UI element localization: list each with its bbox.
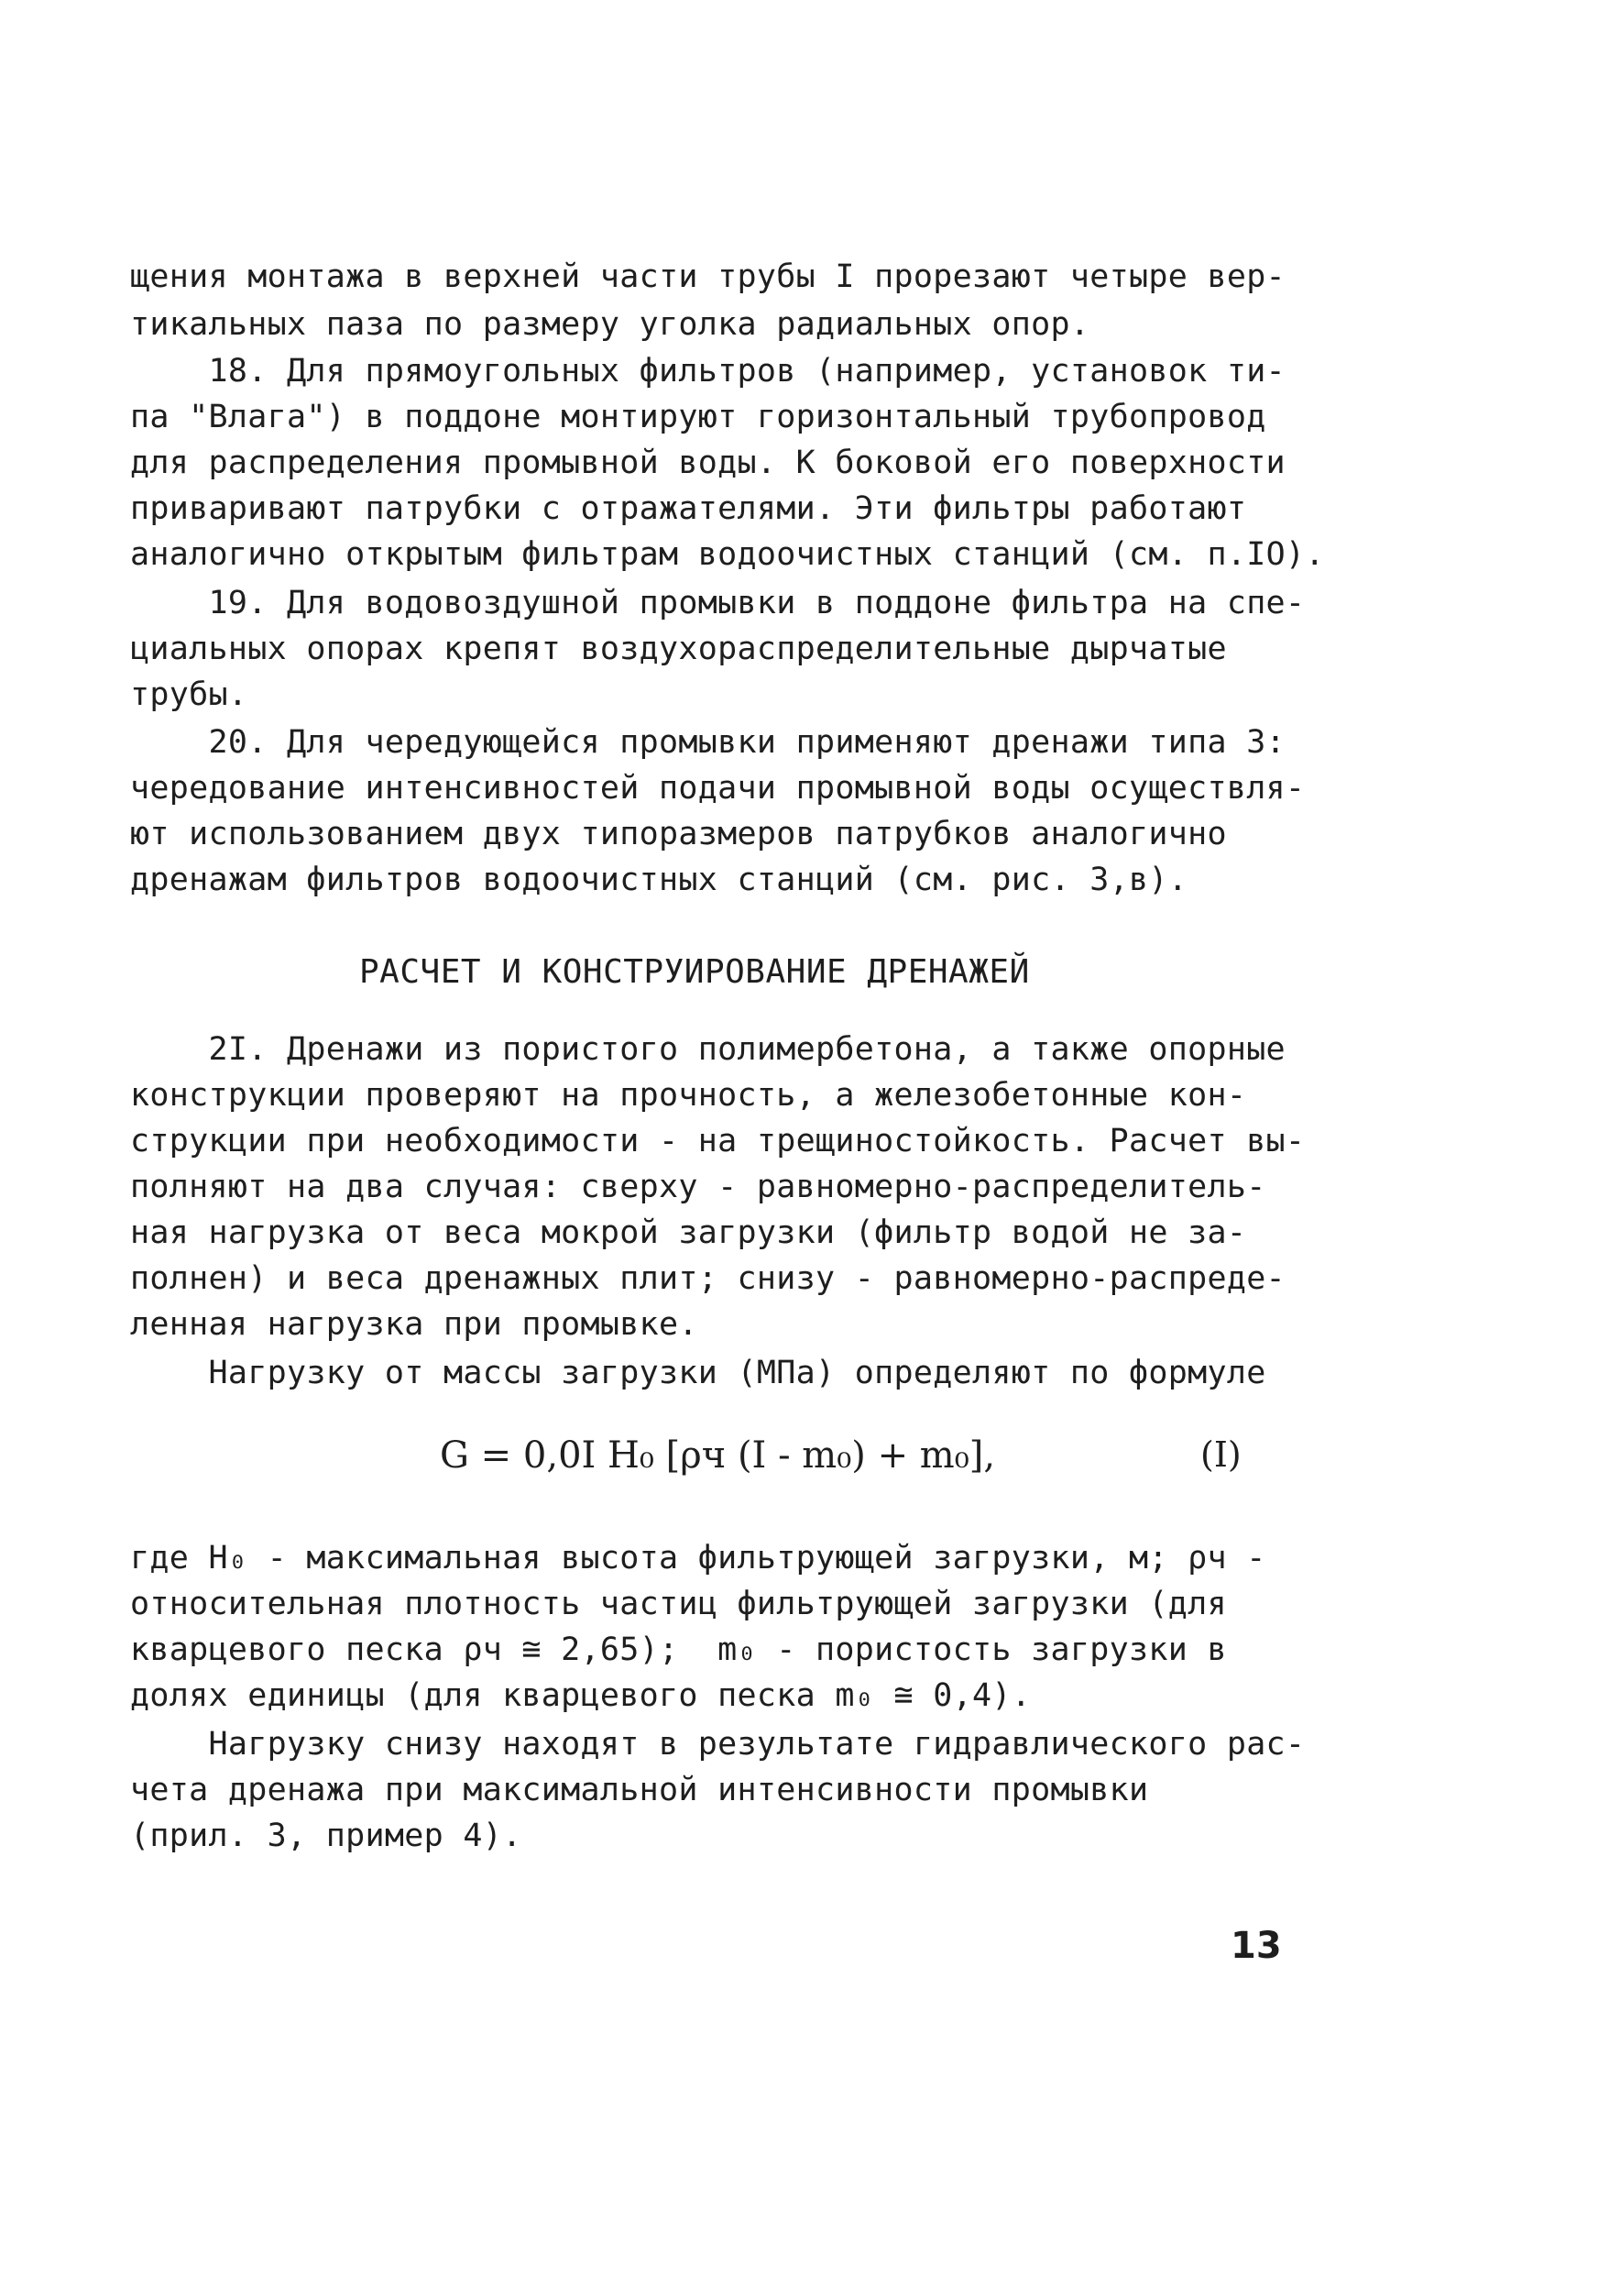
text-line: полнен) и веса дренажных плит; снизу - равномерно-распреде-	[130, 1260, 1286, 1297]
text-line: циальных опорах крепят воздухораспределительные дырчатые	[130, 631, 1227, 667]
text-line: Нагрузку от массы загрузки (МПа) определяют по формуле	[130, 1355, 1266, 1391]
page-number: 13	[1231, 1925, 1282, 1967]
text-line: тикальных паза по размеру уголка радиальных опор.	[130, 306, 1090, 343]
text-line: 18. Для прямоугольных фильтров (например, установок ти-	[130, 353, 1286, 390]
text-line: аналогично открытым фильтрам водоочистных станций (см. п.IO).	[130, 536, 1325, 573]
text-line: чередование интенсивностей подачи промывной воды осуществля-	[130, 770, 1306, 807]
text-line: ют использованием двух типоразмеров патрубков аналогично	[130, 816, 1227, 852]
text-line: струкции при необходимости - на трещиностойкость. Расчет вы-	[130, 1123, 1306, 1159]
text-line: долях единицы (для кварцевого песка m₀ ≅ 0,4).	[130, 1677, 1032, 1714]
text-line: (прил. 3, пример 4).	[130, 1818, 522, 1854]
text-line: чета дренажа при максимальной интенсивности промывки	[130, 1772, 1149, 1808]
text-line: 20. Для чередующейся промывки применяют дренажи типа 3:	[130, 724, 1286, 761]
text-line: конструкции проверяют на прочность, а железобетонные кон-	[130, 1077, 1247, 1114]
text-line: щения монтажа в верхней части трубы I прорезают четыре вер-	[130, 258, 1286, 295]
text-line: па "Влага") в поддоне монтируют горизонтальный трубопровод	[130, 399, 1266, 435]
text-line: 19. Для водовоздушной промывки в поддоне фильтра на спе-	[130, 585, 1306, 621]
text-line: Нагрузку снизу находят в результате гидравлического рас-	[130, 1726, 1306, 1763]
text-line: где H₀ - максимальная высота фильтрующей загрузки, м; ρч -	[130, 1540, 1266, 1576]
text-line: приваривают патрубки с отражателями. Эти фильтры работают	[130, 490, 1247, 527]
text-line: ная нагрузка от веса мокрой загрузки (фильтр водой не за-	[130, 1214, 1247, 1251]
section-heading: РАСЧЕТ И КОНСТРУИРОВАНИЕ ДРЕНАЖЕЙ	[359, 953, 1030, 991]
text-line: относительная плотность частиц фильтрующей загрузки (для	[130, 1586, 1227, 1622]
text-line: дренажам фильтров водоочистных станций (см. рис. 3,в).	[130, 862, 1188, 898]
formula-number: (I)	[1200, 1434, 1242, 1475]
text-line: 2I. Дренажи из пористого полимербетона, а также опорные	[130, 1031, 1286, 1068]
text-line: полняют на два случая: сверху - равномерно-распределитель-	[130, 1169, 1266, 1205]
text-line: кварцевого песка ρч ≅ 2,65); m₀ - пористость загрузки в	[130, 1631, 1227, 1668]
text-line: ленная нагрузка при промывке.	[130, 1306, 698, 1343]
text-line: для распределения промывной воды. К боковой его поверхности	[130, 445, 1286, 481]
formula: G = 0,0I H₀ [ρч (I - m₀) + m₀],	[440, 1434, 996, 1477]
text-line: трубы.	[130, 676, 248, 713]
